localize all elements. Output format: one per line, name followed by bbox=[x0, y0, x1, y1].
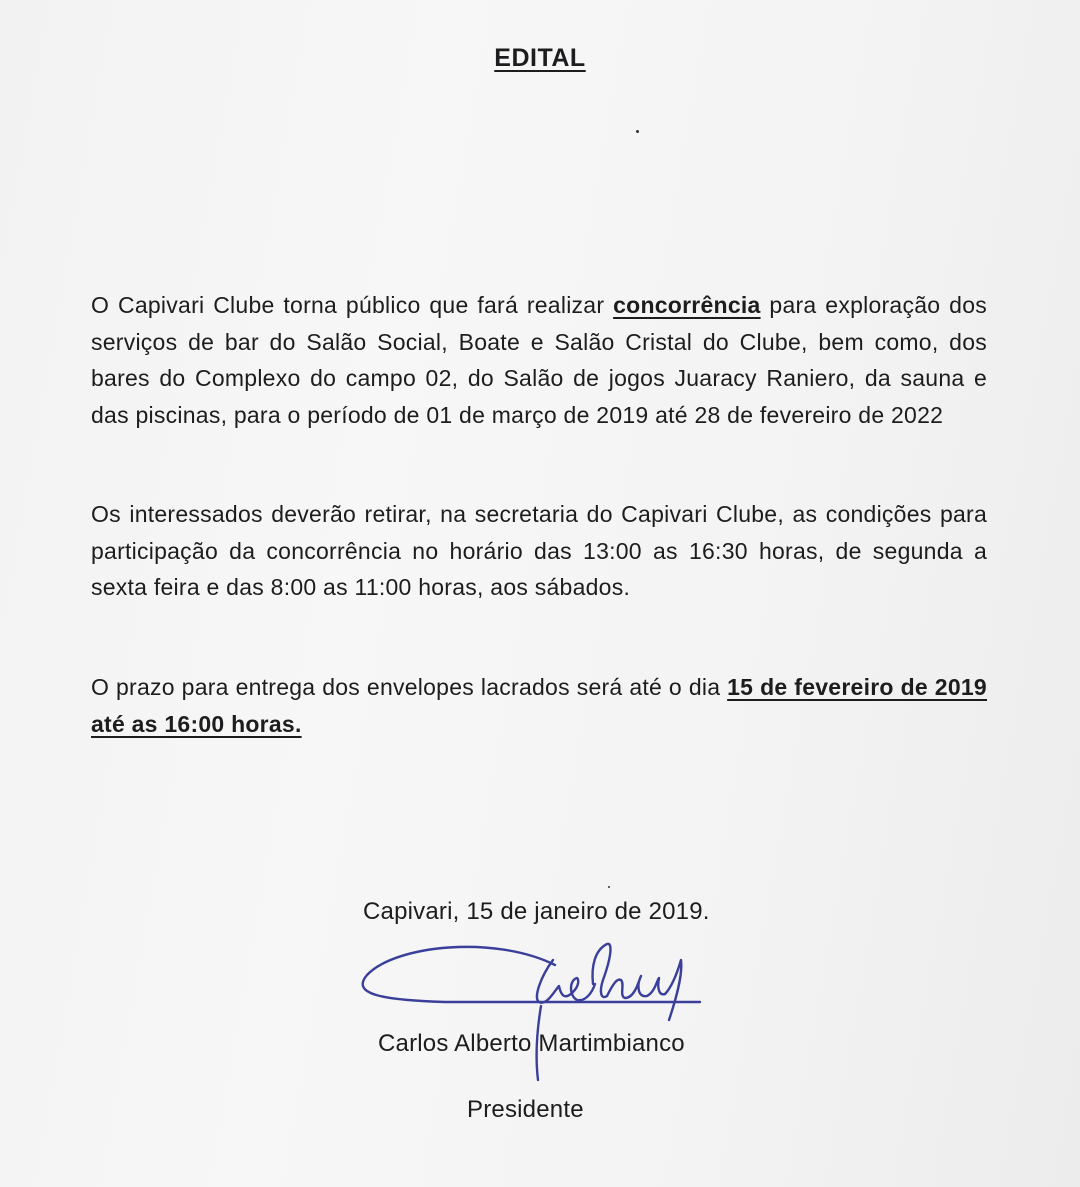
announcement-highlight: concorrência bbox=[613, 292, 761, 318]
deadline-text-start: O prazo para entrega dos envelopes lacrados será até o dia bbox=[91, 674, 728, 700]
place-date: Capivari, 15 de janeiro de 2019. bbox=[363, 898, 710, 925]
paragraph-deadline bbox=[91, 669, 987, 742]
paper-speck bbox=[636, 130, 639, 133]
document-title bbox=[0, 44, 1080, 73]
deadline-highlight: 15 de fevereiro de 2019 até as 16:00 horas. bbox=[91, 674, 987, 737]
title-text: EDITAL bbox=[494, 44, 586, 72]
handwritten-signature bbox=[355, 940, 715, 1090]
announcement-text-start: O Capivari Clube torna público que fará realizar bbox=[91, 292, 614, 318]
signer-name: Carlos Alberto Martimbianco bbox=[378, 1030, 685, 1057]
announcement-text-end: para exploração dos serviços de bar do Salão Social, Boate e Salão Cristal do Clube, bem como, dos bares do Complexo do campo 02, do Salão de jogos Juaracy Raniero, da sauna e das piscinas, para o período de 01 de março de 2019 até 28 de fevereiro de 2022 bbox=[91, 292, 987, 428]
paper-speck bbox=[608, 886, 610, 888]
signer-role: Presidente bbox=[467, 1096, 584, 1123]
paragraph-instructions: Os interessados deverão retirar, na secretaria do Capivari Clube, as condições para participação da concorrência no horário das 13:00 as 16:30 horas, de segunda a sexta feira e das 8:00 as 11:00 horas, aos sábados. bbox=[91, 501, 987, 600]
paragraph-announcement bbox=[91, 287, 987, 433]
